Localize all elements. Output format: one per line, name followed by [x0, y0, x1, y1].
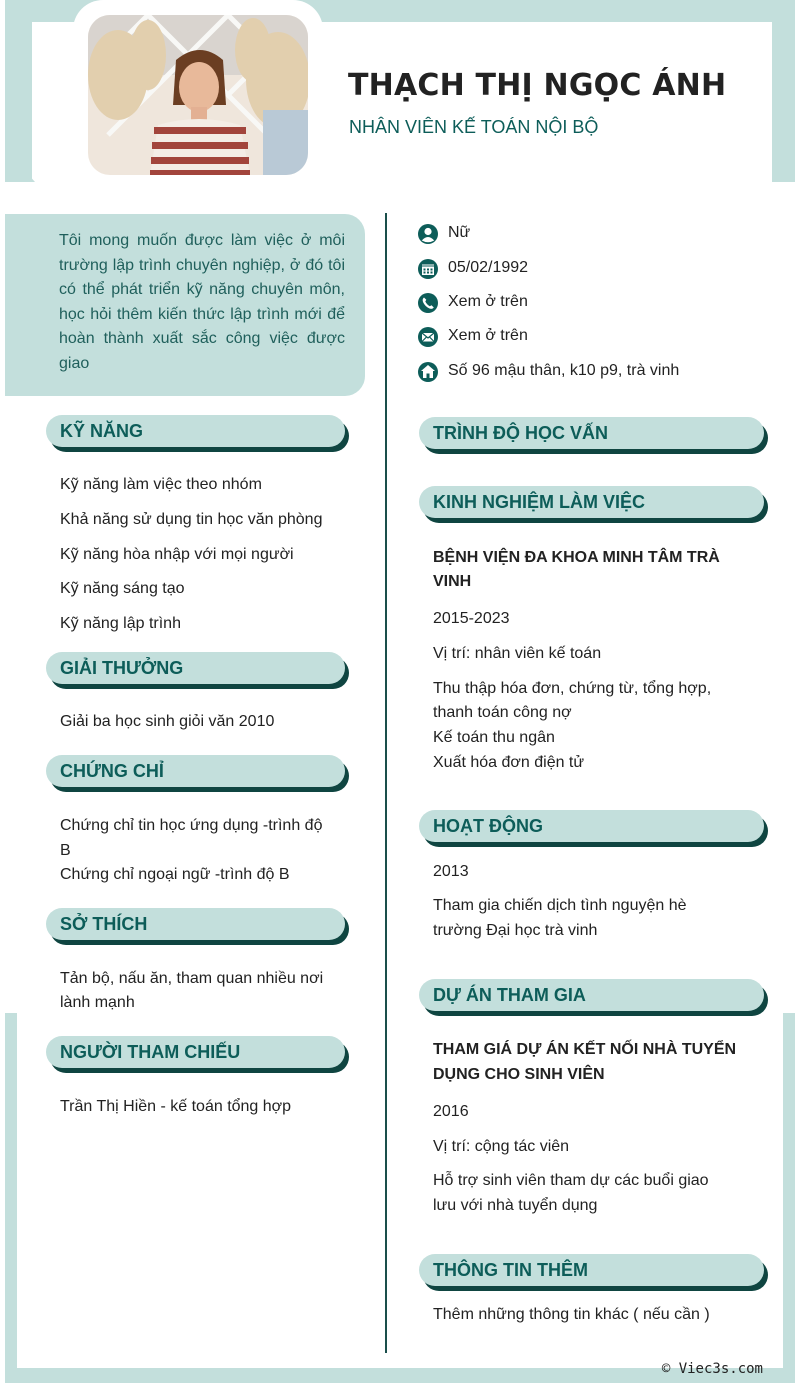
experience-desc: Xuất hóa đơn điện tử: [433, 754, 585, 771]
project-position: Vị trí: cộng tác viên: [433, 1138, 570, 1155]
email-value: Xem ở trên: [448, 327, 528, 344]
objective-box: [5, 214, 365, 396]
side-border-right: [783, 1013, 795, 1383]
experience-period: 2015-2023: [433, 610, 510, 627]
candidate-name: THẠCH THỊ NGỌC ÁNH: [348, 68, 727, 103]
profile-photo: [88, 15, 308, 175]
experience-desc: Thu thập hóa đơn, chứng từ, tổng hợp,: [433, 680, 712, 697]
experience-desc: thanh toán công nợ: [433, 704, 572, 721]
mail-icon: [417, 326, 439, 348]
hobbies-heading: SỞ THÍCH: [46, 908, 345, 940]
user-icon: [417, 223, 439, 245]
phone-value: Xem ở trên: [448, 293, 528, 310]
project-name: THAM GIÁ DỰ ÁN KẾT NỐI NHÀ TUYỂN: [433, 1041, 737, 1058]
experience-heading: KINH NGHIỆM LÀM VIỆC: [419, 486, 764, 518]
experience-position: Vị trí: nhân viên kế toán: [433, 645, 602, 662]
skill-item: Khả năng sử dụng tin học văn phòng: [60, 511, 323, 528]
project-name: DỤNG CHO SINH VIÊN: [433, 1066, 605, 1083]
experience-desc: Kế toán thu ngân: [433, 729, 555, 746]
candidate-job-title: NHÂN VIÊN KẾ TOÁN NỘI BỘ: [349, 117, 599, 137]
activities-heading: HOẠT ĐỘNG: [419, 810, 764, 842]
skill-item: Kỹ năng sáng tạo: [60, 580, 185, 597]
calendar-icon: [417, 258, 439, 280]
project-desc: Hỗ trợ sinh viên tham dự các buổi giao: [433, 1172, 709, 1189]
objective-text: Tôi mong muốn được làm việc ở môi trường lập trình chuyên nghiệp, ở đó tôi có thể phát triển kỹ năng chuyên môn, học hỏi thêm kiến thức lập trình mới để hoàn thành xuất sắc công việc được giao: [59, 232, 345, 372]
certificate-line: Chứng chỉ tin học ứng dụng -trình độ: [60, 817, 323, 834]
projects-heading: DỰ ÁN THAM GIA: [419, 979, 764, 1011]
project-year: 2016: [433, 1103, 469, 1120]
extra-info-heading: THÔNG TIN THÊM: [419, 1254, 764, 1286]
birthday-value: 05/02/1992: [448, 259, 529, 276]
experience-company: VINH: [433, 573, 472, 590]
header-notch: [5, 148, 35, 182]
activity-desc: Tham gia chiến dịch tình nguyện hè: [433, 897, 687, 914]
certificate-line: Chứng chỉ ngoại ngữ -trình độ B: [60, 866, 290, 883]
education-heading: TRÌNH ĐỘ HỌC VẤN: [419, 417, 764, 449]
address-value: Số 96 mậu thân, k10 p9, trà vinh: [448, 362, 680, 379]
hobbies-line: Tản bộ, nấu ăn, tham quan nhiều nơi: [60, 970, 324, 987]
skill-item: Kỹ năng hòa nhập với mọi người: [60, 546, 294, 563]
awards-heading: GIẢI THƯỞNG: [46, 652, 345, 684]
hobbies-line: lành mạnh: [60, 994, 135, 1011]
skills-heading: KỸ NĂNG: [46, 415, 345, 447]
references-heading: NGƯỜI THAM CHIẾU: [46, 1036, 345, 1068]
extra-info-text: Thêm những thông tin khác ( nếu cần ): [433, 1306, 710, 1323]
activity-year: 2013: [433, 863, 469, 880]
skill-item: Kỹ năng lập trình: [60, 615, 181, 632]
location-icon: [417, 361, 439, 383]
reference-text: Trần Thị Hiền - kế toán tổng hợp: [60, 1098, 292, 1115]
side-border-left: [5, 1013, 17, 1383]
activity-desc: trường Đại học trà vinh: [433, 922, 598, 939]
gender-value: Nữ: [448, 224, 471, 241]
experience-company: BỆNH VIỆN ĐA KHOA MINH TÂM TRÀ: [433, 549, 720, 566]
award-item: Giải ba học sinh giỏi văn 2010: [60, 713, 275, 730]
certificate-line: B: [60, 842, 71, 859]
column-divider: [385, 213, 387, 1353]
skill-item: Kỹ năng làm việc theo nhóm: [60, 476, 262, 493]
footer-watermark: © Viec3s.com: [661, 1361, 763, 1377]
project-desc: lưu với nhà tuyển dụng: [433, 1197, 598, 1214]
phone-icon: [417, 292, 439, 314]
certificates-heading: CHỨNG CHỈ: [46, 755, 345, 787]
